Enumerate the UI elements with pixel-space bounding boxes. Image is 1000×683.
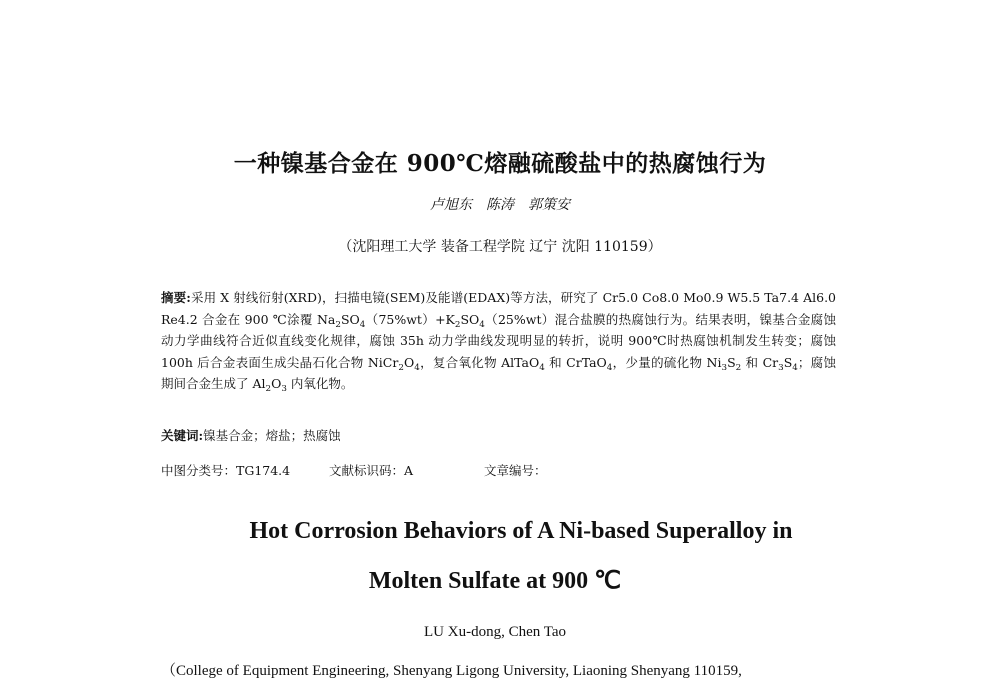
abstract-subscript: 2 [335,319,341,330]
abstract-text: 和 CrTaO [544,354,607,370]
abstract-text: S [727,354,736,370]
chinese-abstract [161,287,836,395]
chinese-affiliation: （沈阳理工大学 装备工程学院 辽宁 沈阳 110159） [338,239,662,255]
abstract-text: O [271,376,282,391]
abstract-text: 和 Cr [741,354,779,370]
chinese-authors: 卢旭东 陈涛 郭策安 [430,197,570,213]
clc-number: 中图分类号：TG174.4 [161,463,291,478]
english-authors: LU Xu-dong, Chen Tao [424,624,566,640]
abstract-subscript: 2 [454,319,461,330]
abstract-text: SO [340,311,360,327]
abstract-text: 内氧化物。 [286,376,354,391]
abstract-subscript: 2 [398,362,404,373]
abstract-subscript: 2 [735,362,742,373]
english-title-line-1: Hot Corrosion Behaviors of A Ni-based Superalloy in [249,518,793,544]
abstract-subscript: 4 [606,362,613,373]
abstract-text: O [403,354,415,370]
english-affiliation: （College of Equipment Engineering, Shenyang Ligong University, Liaoning Shenyang 110159, [161,663,742,679]
abstract-subscript: 4 [414,362,420,373]
keywords-line [161,426,341,444]
abstract-text: ，复合氧化物 AlTaO [419,354,540,370]
abstract-text: ，少量的硫化物 Ni [612,354,722,370]
chinese-title: 一种镍基合金在 900℃熔融硫酸盐中的热腐蚀行为 [233,150,767,177]
abstract-text: SO [460,311,480,327]
english-title-line-2: Molten Sulfate at 900 ℃ [368,568,622,594]
keywords-label: 关键词: [161,428,204,443]
abstract-text: S [783,354,793,370]
abstract-subscript: 4 [479,319,485,330]
classification-line [161,461,547,479]
abstract-text: （25%wt）混合盐膜的热腐蚀行为。结果表明，镍基合金腐蚀动力学曲线符合近似直线变化规律，腐蚀 35h 动力学曲线发现明显的转折，说明 900℃时热腐蚀机制发生转变；腐蚀 100h 后合金表面生成尖晶石化合物 NiCr [161,311,836,370]
abstract-label: 摘要: [161,290,191,305]
abstract-subscript: 3 [281,384,287,394]
abstract-subscript: 3 [778,362,784,373]
abstract-subscript: 2 [265,384,272,394]
article-number: 文章编号： [484,463,547,478]
document-code: 文献标识码：A [329,463,414,478]
abstract-subscript: 4 [539,362,545,373]
abstract-text: ；腐蚀期间合金生成了 Al [161,354,836,391]
keywords-text: 镍基合金；熔盐；热腐蚀 [203,428,341,443]
abstract-text: （75%wt）+K [365,311,455,327]
abstract-subscript: 3 [721,362,728,373]
abstract-text: 采用 X 射线衍射(XRD)，扫描电镜(SEM)及能谱(EDAX)等方法，研究了 Cr5.0 Co8.0 Mo0.9 W5.5 Ta7.4 Al6.0 Re4.2 合金在 900 ℃涂覆 Na [161,290,836,327]
abstract-subscript: 4 [792,362,798,373]
abstract-subscript: 4 [359,319,366,330]
